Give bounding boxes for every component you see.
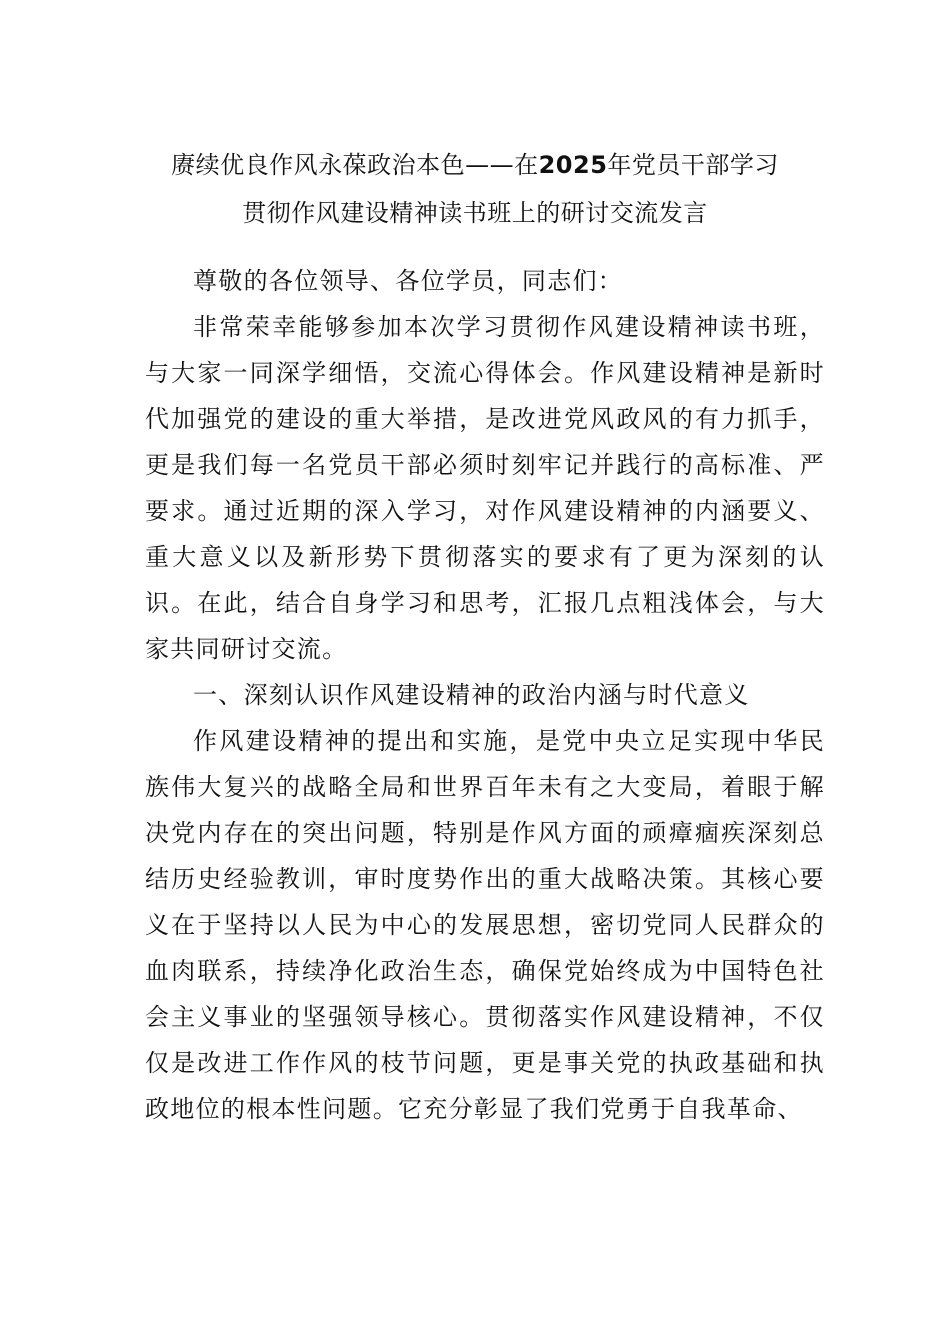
section-1-paragraph: 作风建设精神的提出和实施，是党中央立足实现中华民族伟大复兴的战略全局和世界百年未有之大变局，着眼于解决党内存在的突出问题，特别是作风方面的顽瘴痼疾深刻总结历史经验教训，审时度势作出的重大战略决策。其核心要义在于坚持以人民为中心的发展思想，密切党同人民群众的血肉联系，持续净化政治生态，确保党始终成为中国特色社会主义事业的坚强领导核心。贯彻落实作风建设精神，不仅仅是改进工作作风的枝节问题，更是事关党的执政基础和执政地位的根本性问题。它充分彰显了我们党勇于自我革命、 bbox=[145, 727, 825, 1123]
salutation: 尊敬的各位领导、各位学员，同志们： bbox=[193, 267, 624, 295]
intro-paragraph: 非常荣幸能够参加本次学习贯彻作风建设精神读书班，与大家一同深学细悟，交流心得体会。作风建设精神是新时代加强党的建设的重大举措，是改进党风政风的有力抓手，更是我们每一名党员干部必须时刻牢记并践行的高标准、严要求。通过近期的深入学习，对作风建设精神的内涵要义、重大意义以及新形势下贯彻落实的要求有了更为深刻的认识。在此，结合自身学习和思考，汇报几点粗浅体会，与大家共同研讨交流。 bbox=[145, 313, 825, 663]
title-prefix: 赓续优良作风永葆政治本色——在 bbox=[171, 151, 539, 179]
title-year: 2025 bbox=[538, 151, 608, 179]
document-title-line-2: 贯彻作风建设精神读书班上的研讨交流发言 bbox=[242, 199, 708, 227]
document-title-line-1 bbox=[100, 149, 850, 181]
document-body bbox=[145, 258, 825, 1132]
section-heading-1: 一、深刻认识作风建设精神的政治内涵与时代意义 bbox=[193, 681, 750, 709]
title-suffix: 年党员干部学习 bbox=[607, 151, 779, 179]
